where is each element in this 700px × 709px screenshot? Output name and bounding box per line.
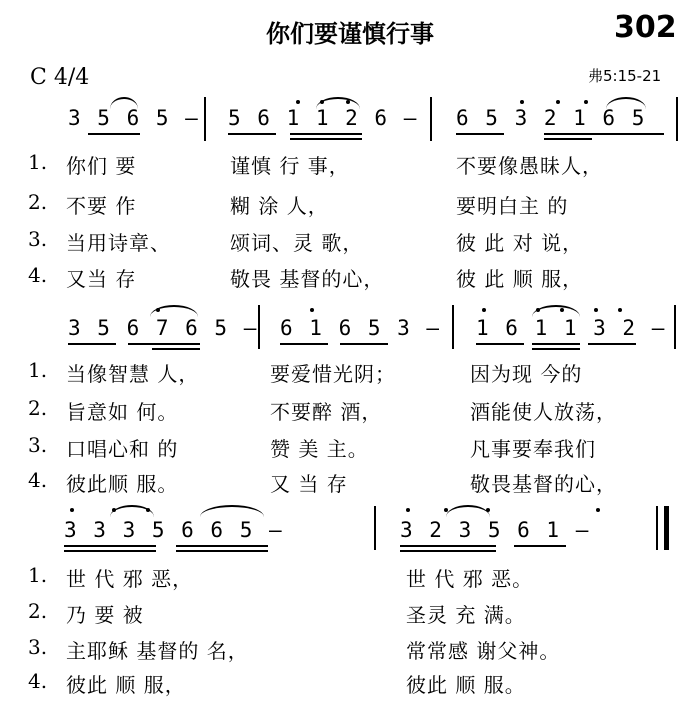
high-octave-dot [618, 308, 622, 312]
lyric-segment: 世 代 邪 恶。 [406, 567, 534, 591]
beam-line [176, 545, 268, 547]
high-octave-dot [596, 508, 600, 512]
lyric-segment: 旨意如 何。 [66, 400, 179, 424]
verse-number: 4. [28, 468, 48, 492]
beam-line [128, 343, 200, 345]
barline [674, 305, 676, 349]
hymn-title: 你们要谨慎行事 [266, 20, 434, 48]
slur [110, 97, 138, 109]
lyric-segment: 常常感 谢父神。 [406, 639, 561, 663]
barline [430, 97, 432, 141]
verse-number: 4. [28, 669, 48, 693]
lyric-segment: 因为现 今的 [470, 362, 583, 386]
lyric-segment: 乃 要 被 [66, 603, 144, 627]
beam-line [176, 550, 268, 552]
high-octave-dot [556, 100, 560, 104]
barline [374, 506, 376, 550]
high-octave-dot [296, 100, 300, 104]
high-octave-dot [346, 100, 350, 104]
high-octave-dot [310, 308, 314, 312]
lyric-segment: 当用诗章、 [66, 231, 171, 255]
lyric-segment: 你们 要 [66, 154, 137, 178]
beam-line [532, 348, 580, 350]
measure: 5 6 1 1 2 6 — [228, 106, 419, 130]
verse-number: 2. [28, 396, 48, 420]
beam-line [588, 343, 636, 345]
beam-line [514, 545, 566, 547]
beam-line [290, 138, 362, 140]
slur [200, 505, 264, 517]
slur [606, 97, 646, 109]
verse-number: 1. [28, 358, 48, 382]
lyric-segment: 当像智慧 人， [66, 362, 200, 386]
measure: 3 5 6 5 — [68, 106, 200, 130]
lyric-segment: 主耶稣 基督的 名， [66, 639, 249, 663]
verse-number: 2. [28, 599, 48, 623]
lyric-segment: 又 当 存 [270, 472, 348, 496]
slur [446, 505, 490, 517]
lyric-segment: 要爱惜光阴； [270, 362, 396, 386]
barline [258, 305, 260, 349]
beam-line [532, 343, 580, 345]
lyric-segment: 口唱心和 的 [66, 437, 179, 461]
lyric-segment: 世 代 邪 恶， [66, 567, 194, 591]
lyric-segment: 彼此 顺 服， [66, 673, 186, 697]
measure: 3 5 6 7 6 5 — [68, 316, 259, 340]
high-octave-dot [536, 308, 540, 312]
high-octave-dot [594, 308, 598, 312]
high-octave-dot [406, 508, 410, 512]
measure: 3 2 3 5 6 1 — [400, 518, 591, 542]
high-octave-dot [482, 308, 486, 312]
beam-line [340, 343, 388, 345]
beam-line [64, 545, 156, 547]
measure: 6 5 3 2 1 6 5 [456, 106, 647, 130]
high-octave-dot [320, 100, 324, 104]
beam-line [400, 550, 496, 552]
verse-number: 3. [28, 635, 48, 659]
lyric-segment: 敬畏 基督的心， [230, 267, 385, 291]
beam-line [68, 343, 116, 345]
lyric-segment: 糊 涂 人， [230, 194, 329, 218]
high-octave-dot [486, 508, 490, 512]
lyric-segment: 谨慎 行 事， [230, 154, 350, 178]
beam-line [88, 133, 140, 135]
barline [676, 97, 678, 141]
verse-number: 2. [28, 190, 48, 214]
verse-number: 1. [28, 150, 48, 174]
verse-number: 3. [28, 227, 48, 251]
lyric-segment: 要明白主 的 [456, 194, 569, 218]
final-barline [664, 506, 669, 550]
high-octave-dot [70, 508, 74, 512]
high-octave-dot [146, 508, 150, 512]
barline [204, 97, 206, 141]
barline [452, 305, 454, 349]
verse-number: 4. [28, 263, 48, 287]
beam-line [228, 133, 276, 135]
lyric-segment: 凡事要奉我们 [470, 437, 596, 461]
lyric-segment: 圣灵 充 满。 [406, 603, 526, 627]
verse-number: 1. [28, 563, 48, 587]
lyric-segment: 颂词、灵 歌， [230, 231, 364, 255]
barline [656, 506, 658, 550]
measure: 3 3 3 5 6 6 5 — [64, 518, 284, 542]
beam-line [544, 138, 592, 140]
high-octave-dot [584, 100, 588, 104]
lyric-segment: 酒能使人放荡， [470, 400, 617, 424]
high-octave-dot [560, 308, 564, 312]
high-octave-dot [156, 308, 160, 312]
key-signature: C 4/4 [30, 65, 90, 90]
beam-line [64, 550, 156, 552]
lyric-segment: 不要像愚昧人， [456, 154, 603, 178]
beam-line [280, 343, 328, 345]
verse-number: 3. [28, 433, 48, 457]
high-octave-dot [112, 508, 116, 512]
high-octave-dot [444, 508, 448, 512]
beam-line [400, 545, 496, 547]
lyric-segment: 彼此 顺 服。 [406, 673, 526, 697]
measure: 6 1 6 5 3 — [280, 316, 442, 340]
lyric-segment: 又当 存 [66, 267, 137, 291]
lyric-segment: 彼 此 顺 服， [456, 267, 584, 291]
high-octave-dot [520, 100, 524, 104]
beam-line [456, 133, 504, 135]
beam-line [476, 343, 524, 345]
lyric-segment: 彼 此 对 说， [456, 231, 584, 255]
measure: 1 6 1 1 3 2 — [476, 316, 667, 340]
beam-line [544, 133, 664, 135]
lyric-segment: 赞 美 主。 [270, 437, 369, 461]
beam-line [152, 348, 200, 350]
scripture-reference: 弗5:15-21 [588, 67, 662, 85]
lyric-segment: 不要 作 [66, 194, 137, 218]
lyric-segment: 彼此顺 服。 [66, 472, 179, 496]
hymn-number: 302 [614, 10, 677, 45]
lyric-segment: 敬畏基督的心， [470, 472, 617, 496]
beam-line [290, 133, 362, 135]
lyric-segment: 不要醉 酒， [270, 400, 383, 424]
